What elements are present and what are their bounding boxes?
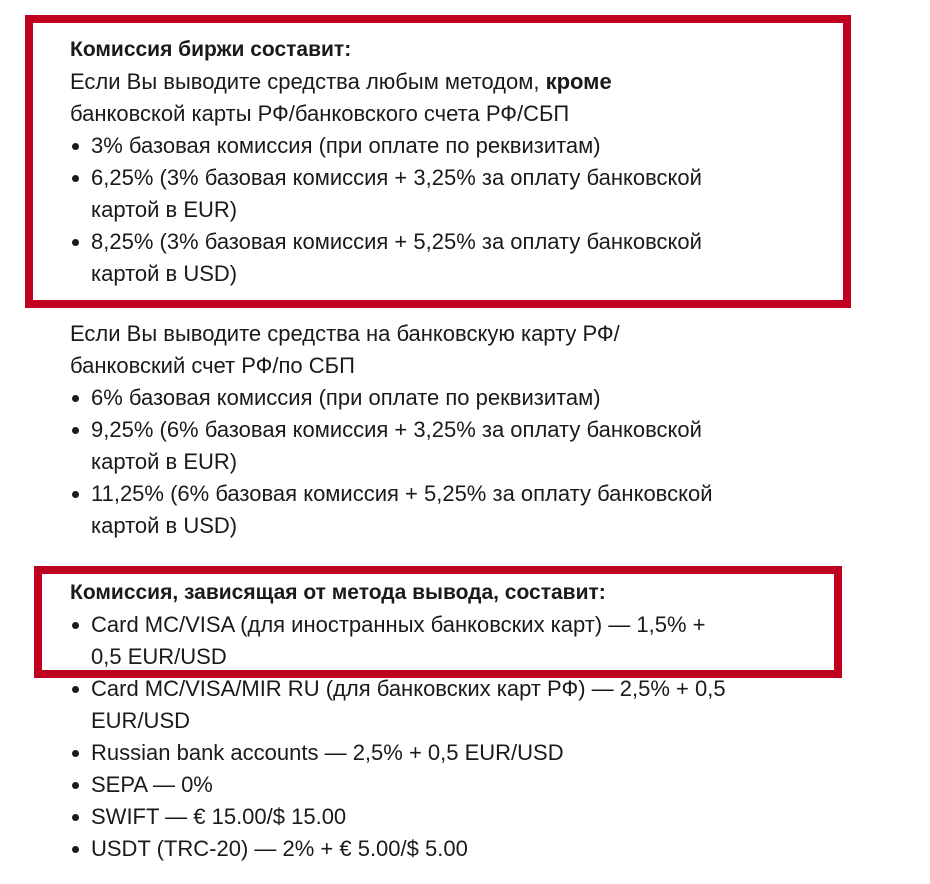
exchange-fee-intro-prefix: Если Вы выводите средства любым методом,	[70, 69, 546, 94]
bullet-icon	[72, 750, 79, 757]
bullet-icon	[72, 143, 79, 150]
exchange-fee-list	[70, 130, 850, 290]
russian-withdrawal-section	[70, 318, 850, 542]
method-fee-section	[70, 577, 850, 865]
bullet-icon	[72, 622, 79, 629]
exchange-fee-intro	[70, 66, 850, 130]
list-item-text-cont: картой в USD)	[91, 513, 238, 538]
list-item-text: Card MC/VISA (для иностранных банковских карт) — 1,5% +	[91, 612, 706, 637]
list-item	[70, 226, 850, 290]
bullet-icon	[72, 814, 79, 821]
russian-withdrawal-intro	[70, 318, 850, 382]
list-item-text-cont: картой в USD)	[91, 261, 238, 286]
list-item-text: Card MC/VISA/MIR RU (для банковских карт РФ) — 2,5% + 0,5	[91, 676, 726, 701]
list-item-text: 9,25% (6% базовая комиссия + 3,25% за оплату банковской	[91, 417, 702, 442]
list-item-text: 6,25% (3% базовая комиссия + 3,25% за оплату банковской	[91, 165, 702, 190]
list-item	[70, 130, 850, 162]
list-item-text: 3% базовая комиссия (при оплате по реквизитам)	[91, 133, 601, 158]
list-item-text-cont: EUR/USD	[91, 708, 191, 733]
list-item	[70, 382, 850, 414]
exchange-fee-section	[70, 34, 850, 290]
russian-withdrawal-intro-line2: банковский счет РФ/по СБП	[70, 353, 355, 378]
bullet-icon	[72, 846, 79, 853]
list-item-text-cont: картой в EUR)	[91, 449, 238, 474]
list-item	[70, 737, 850, 769]
list-item-text-cont: картой в EUR)	[91, 197, 238, 222]
list-item	[70, 162, 850, 226]
list-item	[70, 833, 850, 865]
list-item	[70, 478, 850, 542]
exchange-fee-heading: Комиссия биржи составит:	[70, 38, 352, 61]
list-item	[70, 801, 850, 833]
list-item-text: SWIFT — € 15.00/$ 15.00	[91, 804, 347, 829]
list-item-text: 8,25% (3% базовая комиссия + 5,25% за оплату банковской	[91, 229, 702, 254]
russian-withdrawal-list	[70, 382, 850, 542]
bullet-icon	[72, 686, 79, 693]
bullet-icon	[72, 782, 79, 789]
bullet-icon	[72, 427, 79, 434]
list-item-text-cont: 0,5 EUR/USD	[91, 644, 227, 669]
russian-withdrawal-intro-line1: Если Вы выводите средства на банковскую карту РФ/	[70, 321, 620, 346]
list-item-text: 6% базовая комиссия (при оплате по реквизитам)	[91, 385, 601, 410]
list-item-text: USDT (TRC-20) — 2% + € 5.00/$ 5.00	[91, 836, 468, 861]
method-fee-list	[70, 609, 850, 865]
list-item	[70, 609, 850, 673]
list-item-text: SEPA — 0%	[91, 772, 213, 797]
list-item-text: 11,25% (6% базовая комиссия + 5,25% за оплату банковской	[91, 481, 713, 506]
exchange-fee-intro-bold: кроме	[545, 69, 612, 94]
list-item	[70, 769, 850, 801]
bullet-icon	[72, 239, 79, 246]
list-item-text: Russian bank accounts — 2,5% + 0,5 EUR/USD	[91, 740, 564, 765]
bullet-icon	[72, 491, 79, 498]
method-fee-heading: Комиссия, зависящая от метода вывода, составит:	[70, 581, 606, 604]
bullet-icon	[72, 395, 79, 402]
list-item	[70, 673, 850, 737]
list-item	[70, 414, 850, 478]
exchange-fee-intro-line2: банковской карты РФ/банковского счета РФ/СБП	[70, 101, 570, 126]
bullet-icon	[72, 175, 79, 182]
